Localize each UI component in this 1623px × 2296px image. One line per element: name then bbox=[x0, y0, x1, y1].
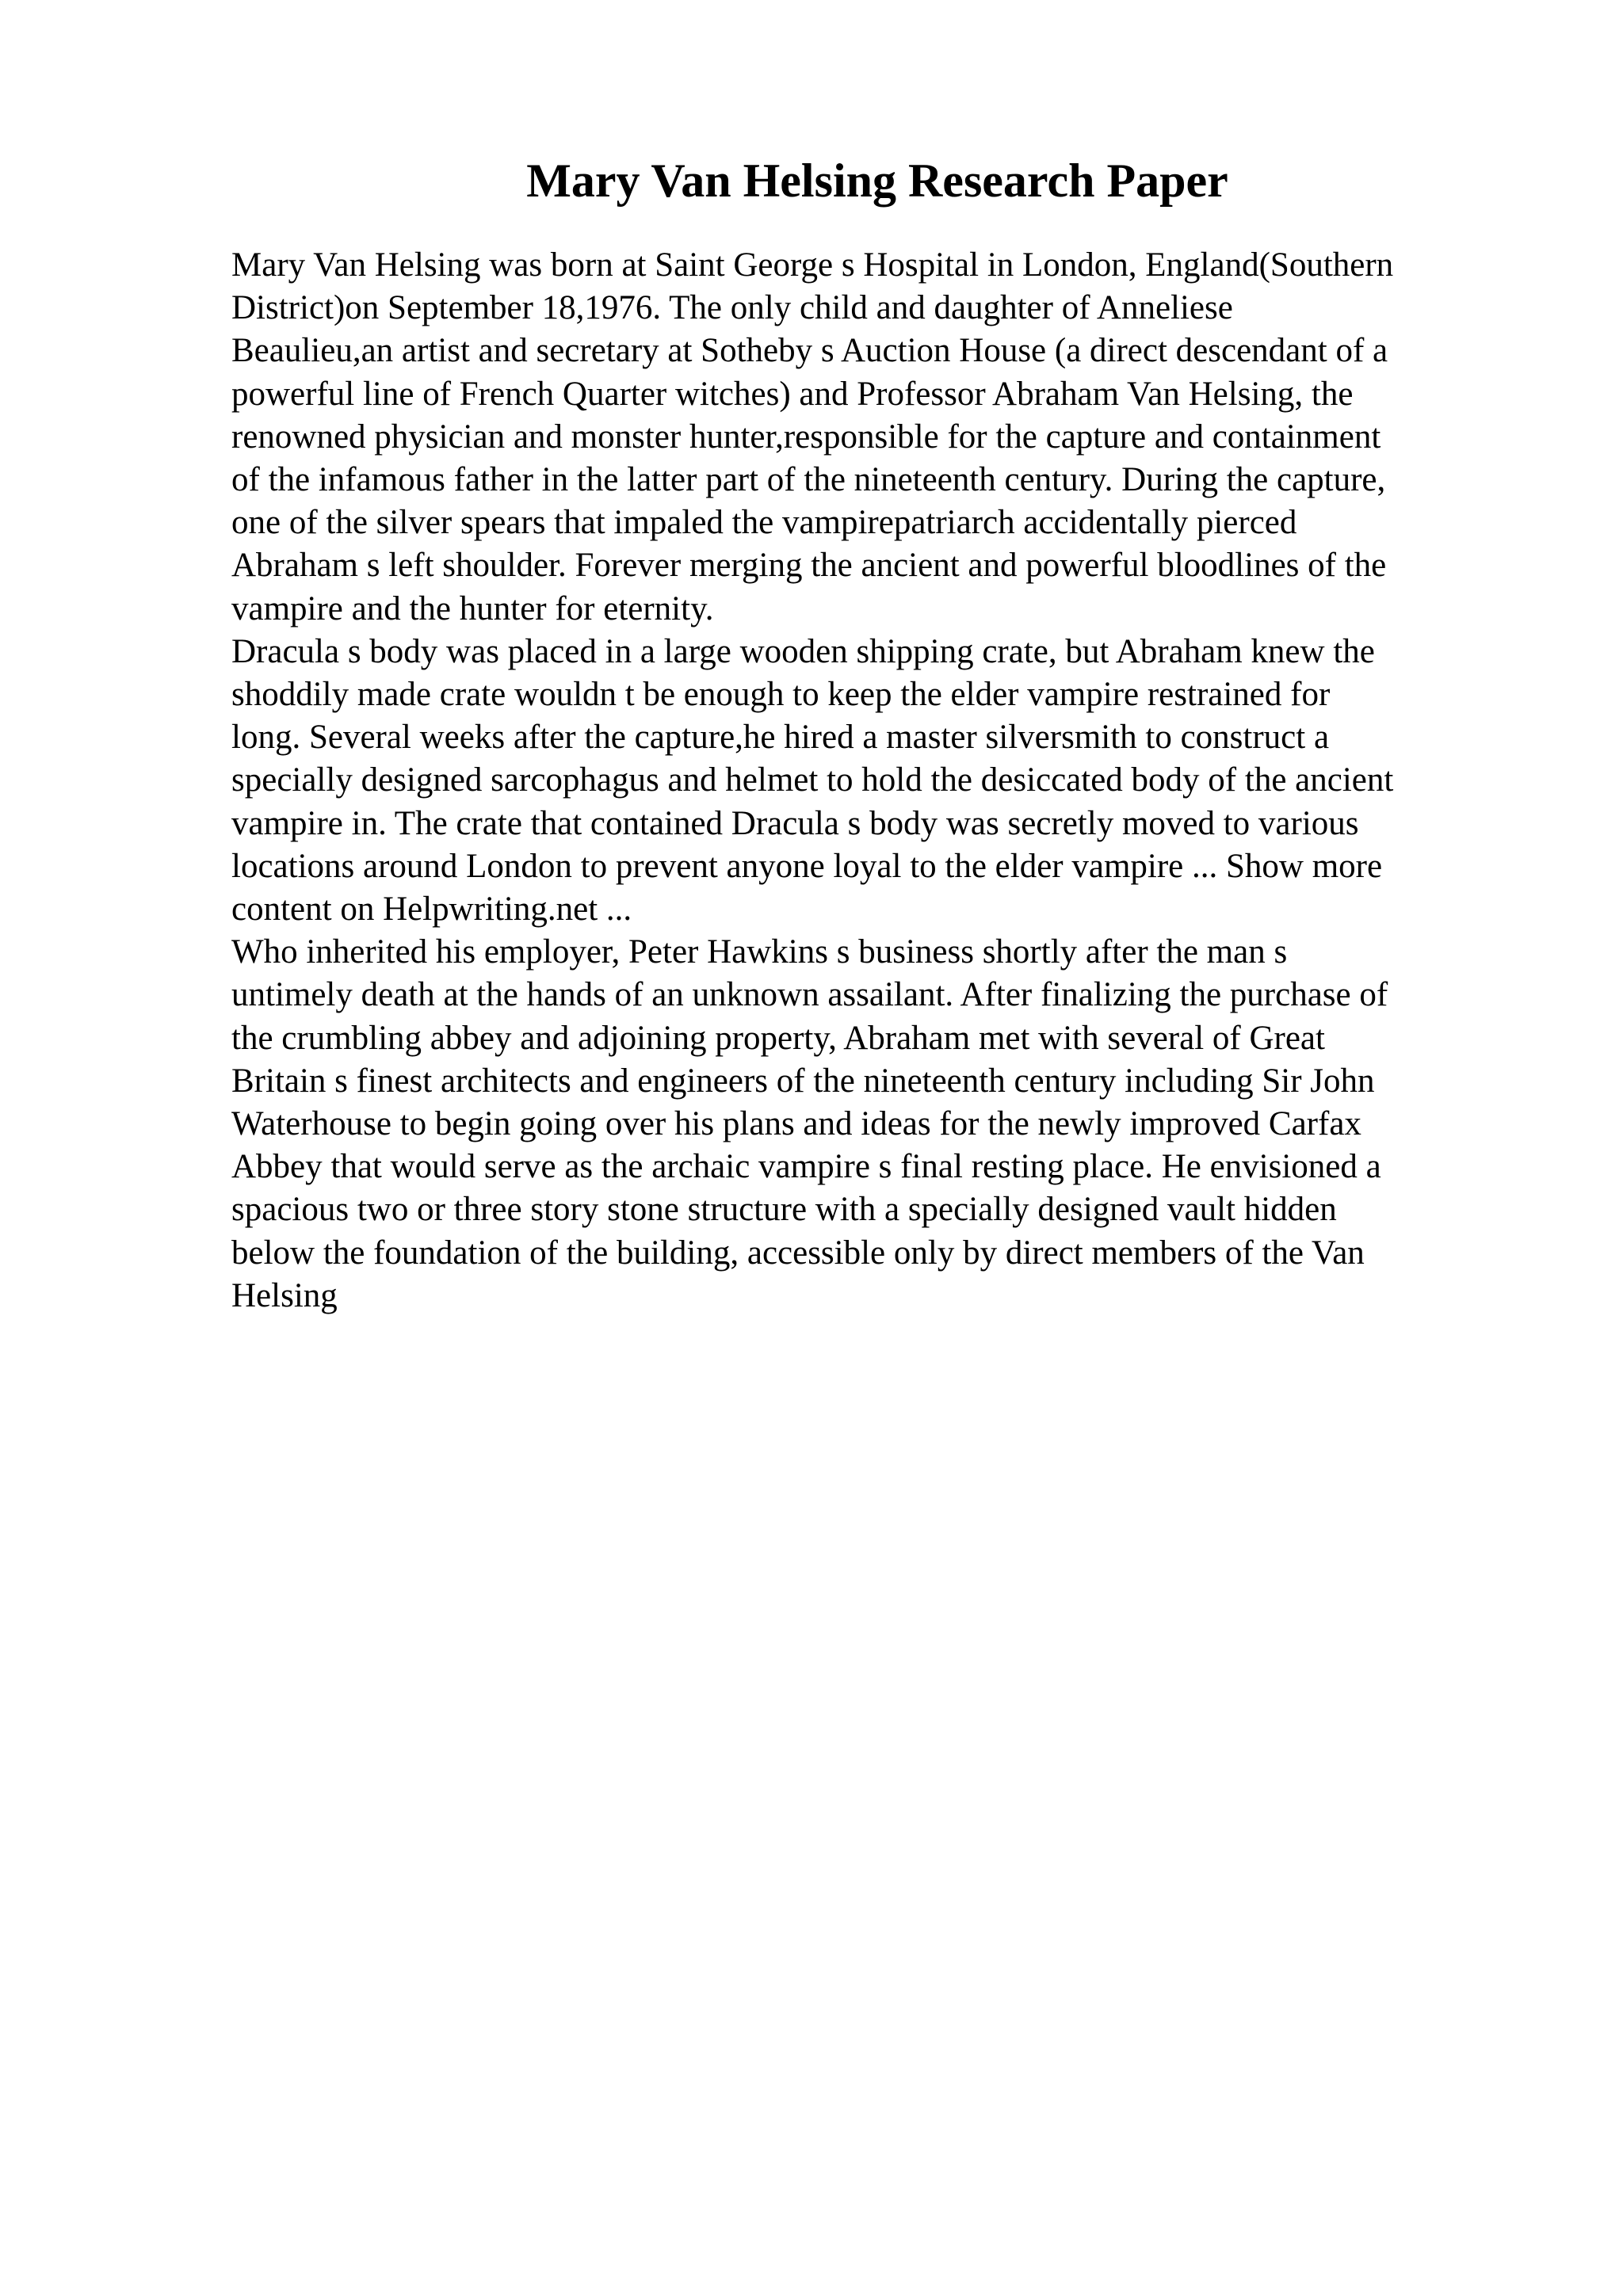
text-line: renowned physician and monster hunter,responsible for the capture and containment bbox=[231, 418, 1381, 456]
text-line: vampire and the hunter for eternity. bbox=[231, 589, 714, 627]
text-line: spacious two or three story stone structure with a specially designed vault hidden bbox=[231, 1191, 1337, 1229]
text-line: the crumbling abbey and adjoining property, Abraham met with several of Great bbox=[231, 1019, 1325, 1057]
text-line: of the infamous father in the latter part of the nineteenth century. During the capture, bbox=[231, 461, 1386, 499]
text-line: one of the silver spears that impaled the vampirepatriarch accidentally pierced bbox=[231, 504, 1297, 542]
text-line: Abbey that would serve as the archaic vampire s final resting place. He envisioned a bbox=[231, 1148, 1381, 1186]
text-line: Beaulieu,an artist and secretary at Sotheby s Auction House (a direct descendant of a bbox=[231, 332, 1388, 370]
text-line: shoddily made crate wouldn t be enough to keep the elder vampire restrained for bbox=[231, 676, 1331, 714]
text-line: Who inherited his employer, Peter Hawkins s business shortly after the man s bbox=[231, 933, 1288, 971]
text-line: Dracula s body was placed in a large wooden shipping crate, but Abraham knew the bbox=[231, 632, 1375, 670]
text-line: powerful line of French Quarter witches) and Professor Abraham Van Helsing, the bbox=[231, 375, 1354, 413]
text-line: Helsing bbox=[231, 1276, 338, 1314]
text-line: content on Helpwriting.net ... bbox=[231, 891, 632, 929]
text-line: vampire in. The crate that contained Dracula s body was secretly moved to various bbox=[231, 804, 1359, 842]
text-line: untimely death at the hands of an unknown assailant. After finalizing the purchase of bbox=[231, 976, 1388, 1014]
text-line: Britain s finest architects and engineers of the nineteenth century including Sir John bbox=[231, 1062, 1375, 1100]
text-line: long. Several weeks after the capture,he hired a master silversmith to construct a bbox=[231, 719, 1330, 757]
text-line: locations around London to prevent anyone loyal to the elder vampire ... Show more bbox=[231, 847, 1383, 885]
body-text bbox=[231, 244, 1515, 1318]
text-line: Abraham s left shoulder. Forever merging the ancient and powerful bloodlines of the bbox=[231, 547, 1387, 585]
page-title: Mary Van Helsing Research Paper bbox=[526, 154, 1228, 207]
text-line: Mary Van Helsing was born at Saint George s Hospital in London, England(Southern bbox=[231, 246, 1394, 284]
text-line: below the foundation of the building, accessible only by direct members of the Van bbox=[231, 1234, 1365, 1272]
text-line: specially designed sarcophagus and helmet to hold the desiccated body of the ancient bbox=[231, 761, 1394, 799]
text-line: Waterhouse to begin going over his plans and ideas for the newly improved Carfax bbox=[231, 1105, 1361, 1143]
text-line: District)on September 18,1976. The only child and daughter of Anneliese bbox=[231, 289, 1233, 327]
